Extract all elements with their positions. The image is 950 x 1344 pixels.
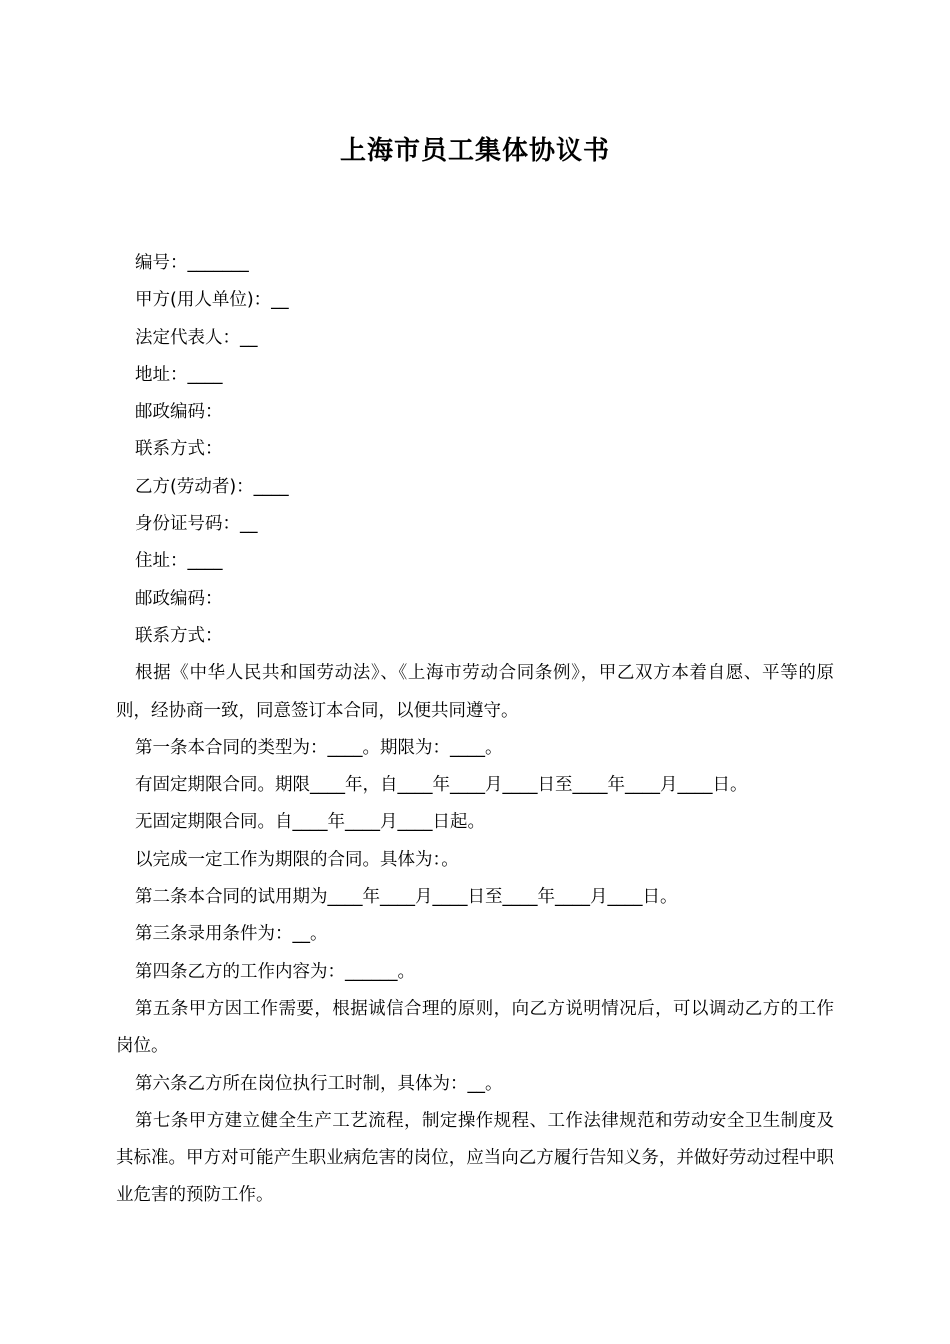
article-1-open-term: 无固定期限合同。自____年____月____日起。 [135,812,485,833]
article-4: 第四条乙方的工作内容为：______。 [135,961,415,982]
article-6: 第六条乙方所在岗位执行工时制，具体为：__。 [135,1073,503,1094]
article-3: 第三条录用条件为：__。 [135,924,328,945]
article-2: 第二条本合同的试用期为____年____月____日至____年____月____日。 [135,887,678,908]
field-party-a-employer: 甲方(用人单位)：__ [135,290,289,311]
article-5: 第五条甲方因工作需要，根据诚信合理的原则，向乙方说明情况后，可以调动乙方的工作岗位。 [116,998,834,1057]
field-party-a-address: 地址：____ [135,364,223,385]
field-party-b-worker: 乙方(劳动者)：____ [135,476,289,497]
document-title: 上海市员工集体协议书 [339,136,610,166]
field-party-b-postal-code: 邮政编码： [135,588,223,609]
field-serial-number: 编号：_______ [135,253,249,273]
field-id-number: 身份证号码：__ [135,514,258,535]
article-1-task-term: 以完成一定工作为期限的合同。具体为：。 [135,849,459,870]
preamble-paragraph: 根据《中华人民共和国劳动法》、《上海市劳动合同条例》，甲乙双方本着自愿、平等的原则，经协商一致，同意签订本合同，以便共同遵守。 [116,663,834,721]
field-party-a-contact: 联系方式： [135,439,223,460]
article-1: 第一条本合同的类型为：____。期限为：____。 [135,737,503,758]
document-body [116,245,834,1215]
field-party-a-postal-code: 邮政编码： [135,402,223,423]
field-legal-representative: 法定代表人：__ [135,327,258,348]
article-1-fixed-term: 有固定期限合同。期限____年，自____年____月____日至____年____月____日。 [135,775,748,796]
field-party-b-contact: 联系方式： [135,625,223,646]
article-7: 第七条甲方建立健全生产工艺流程，制定操作规程、工作法律规范和劳动安全卫生制度及其标准。甲方对可能产生职业病危害的岗位，应当向乙方履行告知义务，并做好劳动过程中职业危害的预防工作。 [116,1110,834,1206]
field-party-b-residence: 住址：____ [135,551,223,572]
